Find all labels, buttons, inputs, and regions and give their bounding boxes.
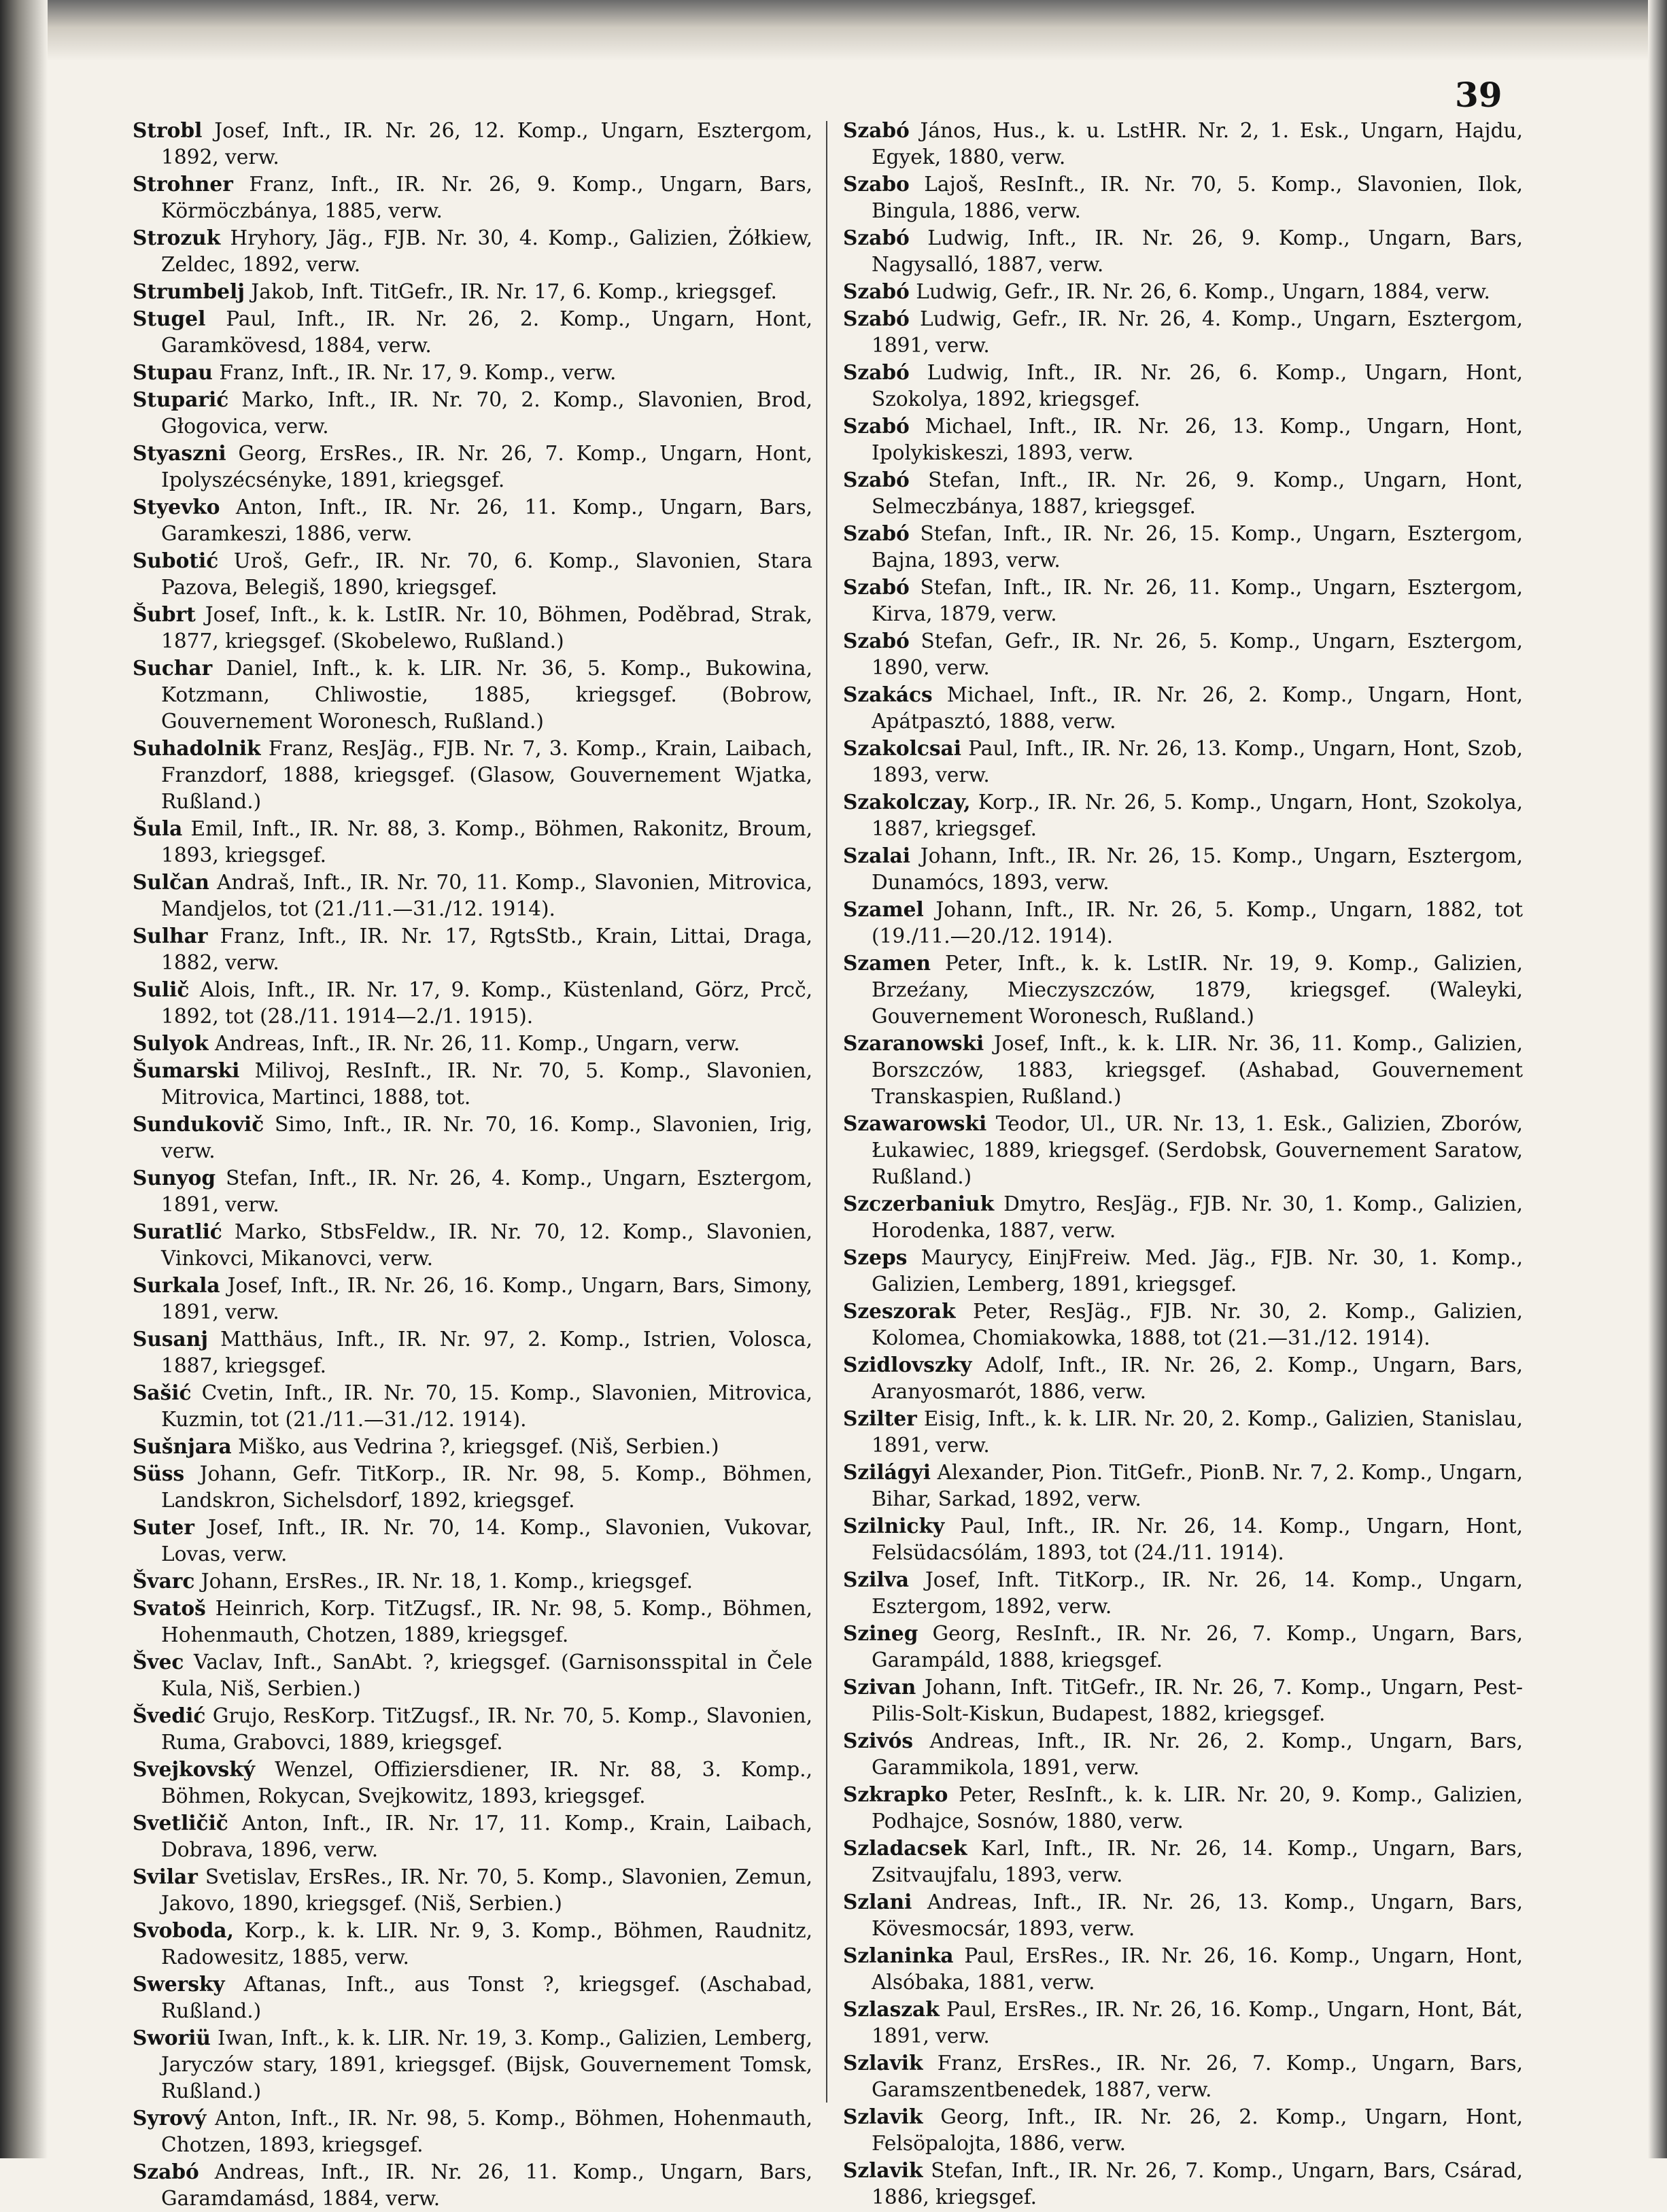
entry-details: Franz, ErsRes., IR. Nr. 26, 7. Komp., Ungarn, Bars, Garamszentbenedek, 1887, verw. <box>872 2052 1523 2101</box>
entry-details: Miško, aus Vedrina ?, kriegsgef. (Niš, Serbien.) <box>238 1435 719 1458</box>
list-item <box>133 2024 812 2105</box>
list-item <box>133 1460 812 1514</box>
list-item <box>843 735 1523 789</box>
list-item <box>843 574 1523 627</box>
entry-surname: Šumarski <box>133 1058 240 1082</box>
entry-surname: Sulyok <box>133 1031 209 1055</box>
list-item <box>133 278 812 305</box>
entry-surname: Szlaszak <box>843 1997 940 2021</box>
entry-details: Aftanas, Inft., aus Tonst ?, kriegsgef. (Aschabad, Rußland.) <box>161 1973 812 2022</box>
entry-details: Korp., IR. Nr. 26, 5. Komp., Ungarn, Hont, Szokolya, 1887, kriegsgef. <box>872 791 1523 840</box>
entry-details: Andraš, Inft., IR. Nr. 70, 11. Komp., Slavonien, Mitrovica, Mandjelos, tot (21./11.—31./12. 1914). <box>161 871 812 920</box>
list-item <box>843 466 1523 520</box>
entry-details: Simo, Inft., IR. Nr. 70, 16. Komp., Slavonien, Irig, verw. <box>161 1113 812 1162</box>
entry-surname: Svetličič <box>133 1811 228 1835</box>
entry-details: Marko, StbsFeldw., IR. Nr. 70, 12. Komp., Slavonien, Vinkovci, Mikanovci, verw. <box>161 1220 812 1270</box>
entry-details: Josef, Inft., IR. Nr. 26, 16. Komp., Ungarn, Bars, Simony, 1891, verw. <box>161 1274 812 1324</box>
list-item <box>133 1568 812 1595</box>
entry-details: Ludwig, Gefr., IR. Nr. 26, 4. Komp., Ungarn, Esztergom, 1891, verw. <box>872 307 1523 357</box>
list-item <box>843 1835 1523 1888</box>
entry-surname: Sundukovič <box>133 1112 264 1136</box>
list-item <box>843 1298 1523 1351</box>
list-item <box>843 789 1523 842</box>
list-item <box>843 950 1523 1030</box>
entry-surname: Sulhar <box>133 924 208 948</box>
entry-details: Georg, ErsRes., IR. Nr. 26, 7. Komp., Ungarn, Hont, Ipolyszécsényke, 1891, kriegsgef. <box>161 442 812 491</box>
entry-surname: Szlavik <box>843 2051 923 2075</box>
list-item <box>133 117 812 171</box>
list-item <box>133 171 812 224</box>
page-number: 39 <box>1455 75 1502 115</box>
list-item <box>843 681 1523 735</box>
list-item <box>133 922 812 976</box>
entry-surname: Svilar <box>133 1865 198 1888</box>
scan-left-shadow <box>0 0 48 2158</box>
list-item <box>843 1942 1523 1996</box>
entry-surname: Šubrt <box>133 602 196 626</box>
list-item <box>133 1863 812 1917</box>
entry-surname: Švec <box>133 1650 184 1674</box>
entry-details: Johann, Inft., IR. Nr. 26, 15. Komp., Ungarn, Esztergom, Dunamócs, 1893, verw. <box>872 844 1523 894</box>
entry-details: Korp., k. k. LIR. Nr. 9, 3. Komp., Böhmen, Raudnitz, Radowesitz, 1885, verw. <box>161 1919 812 1969</box>
entry-details: Maurycy, EinjFreiw. Med. Jäg., FJB. Nr. 30, 1. Komp., Galizien, Lemberg, 1891, kriegsgef. <box>872 1246 1523 1296</box>
list-item <box>133 1218 812 1272</box>
entry-details: Johann, Inft. TitGefr., IR. Nr. 26, 7. Komp., Ungarn, Pest-Pilis-Solt-Kiskun, Budapest, 1882, kriegsgef. <box>872 1676 1523 1725</box>
entry-surname: Szlani <box>843 1890 912 1914</box>
entry-details: Josef, Inft., k. k. LstIR. Nr. 10, Böhmen, Poděbrad, Strak, 1877, kriegsgef. (Skobelewo, Rußland.) <box>161 603 812 653</box>
entry-details: Georg, Inft., IR. Nr. 26, 2. Komp., Ungarn, Hont, Felsöpalojta, 1886, verw. <box>872 2105 1523 2155</box>
entry-details: Anton, Inft., IR. Nr. 17, 11. Komp., Krain, Laibach, Dobrava, 1896, verw. <box>161 1812 812 1861</box>
list-item <box>843 2157 1523 2211</box>
entry-surname: Subotić <box>133 549 219 572</box>
entry-details: Andreas, Inft., IR. Nr. 26, 2. Komp., Ungarn, Bars, Garammikola, 1891, verw. <box>872 1729 1523 1779</box>
entry-surname: Suhadolnik <box>133 736 261 760</box>
entry-surname: Styaszni <box>133 441 226 465</box>
entry-surname: Szabó <box>843 118 910 142</box>
list-item <box>843 1405 1523 1459</box>
entry-details: Franz, Inft., IR. Nr. 17, RgtsStb., Krain, Littai, Draga, 1882, verw. <box>161 924 812 974</box>
list-item <box>133 1030 812 1057</box>
entry-details: Heinrich, Korp. TitZugsf., IR. Nr. 98, 5. Komp., Böhmen, Hohenmauth, Chotzen, 1889, kriegsgef. <box>161 1597 812 1646</box>
list-item <box>843 117 1523 171</box>
list-item <box>133 386 812 440</box>
list-item <box>133 869 812 922</box>
entry-details: Uroš, Gefr., IR. Nr. 70, 6. Komp., Slavonien, Stara Pazova, Belegiš, 1890, kriegsgef. <box>161 549 812 599</box>
entry-details: Adolf, Inft., IR. Nr. 26, 2. Komp., Ungarn, Bars, Aranyosmarót, 1886, verw. <box>872 1353 1523 1403</box>
right-column <box>843 117 1523 2211</box>
entry-details: Stefan, Gefr., IR. Nr. 26, 5. Komp., Ungarn, Esztergom, 1890, verw. <box>872 629 1523 679</box>
entry-details: Franz, Inft., IR. Nr. 17, 9. Komp., verw. <box>219 361 617 384</box>
entry-details: János, Hus., k. u. LstHR. Nr. 2, 1. Esk., Ungarn, Hajdu, Egyek, 1880, verw. <box>872 119 1523 169</box>
entry-details: Grujo, ResKorp. TitZugsf., IR. Nr. 70, 5. Komp., Slavonien, Ruma, Grabovci, 1889, kriegsgef. <box>161 1704 812 1754</box>
list-item <box>843 171 1523 224</box>
entry-details: Paul, Inft., IR. Nr. 26, 13. Komp., Ungarn, Hont, Szob, 1893, verw. <box>872 737 1523 787</box>
entry-surname: Süss <box>133 1462 185 1485</box>
entry-surname: Sušnjara <box>133 1434 232 1458</box>
entry-details: Josef, Inft., IR. Nr. 26, 12. Komp., Ungarn, Esztergom, 1892, verw. <box>161 119 812 169</box>
entry-details: Teodor, Ul., UR. Nr. 13, 1. Esk., Galizien, Zborów, Łukawiec, 1889, kriegsgef. (Serdobsk, Gouvernement Saratow, Rußland.) <box>872 1112 1523 1188</box>
list-item <box>843 305 1523 359</box>
entry-details: Hryhory, Jäg., FJB. Nr. 30, 4. Komp., Galizien, Żółkiew, Zeldec, 1892, verw. <box>161 226 812 276</box>
list-item <box>843 627 1523 681</box>
entry-surname: Szamen <box>843 951 931 975</box>
list-item <box>843 1351 1523 1405</box>
list-item <box>133 440 812 494</box>
list-item <box>133 359 812 386</box>
entry-surname: Szabó <box>843 521 910 545</box>
entry-details: Franz, Inft., IR. Nr. 26, 9. Komp., Ungarn, Bars, Körmöczbánya, 1885, verw. <box>161 173 812 222</box>
list-item <box>843 1727 1523 1781</box>
entry-details: Josef, Inft. TitKorp., IR. Nr. 26, 14. Komp., Ungarn, Esztergom, 1892, verw. <box>872 1568 1523 1618</box>
entry-surname: Szczerbaniuk <box>843 1192 995 1215</box>
list-item <box>133 815 812 869</box>
entry-surname: Szakolcsai <box>843 736 961 760</box>
entry-surname: Szlavik <box>843 2158 923 2182</box>
entry-surname: Suratlić <box>133 1220 222 1243</box>
entry-surname: Szabó <box>843 226 910 249</box>
list-item <box>843 278 1523 305</box>
entry-surname: Stupau <box>133 360 213 384</box>
entry-surname: Sulčan <box>133 870 209 894</box>
entry-details: Wenzel, Offiziersdiener, IR. Nr. 88, 3. Komp., Böhmen, Rokycan, Svejkowitz, 1893, kriegsgef. <box>161 1758 812 1808</box>
entry-details: Vaclav, Inft., SanAbt. ?, kriegsgef. (Garnisonsspital in Čele Kula, Niš, Serbien.) <box>161 1651 812 1700</box>
list-item <box>843 1888 1523 1942</box>
entry-surname: Styevko <box>133 495 220 519</box>
entry-surname: Szlaninka <box>843 1943 954 1967</box>
list-item <box>133 1648 812 1702</box>
entry-details: Stefan, Inft., IR. Nr. 26, 11. Komp., Ungarn, Esztergom, Kirva, 1879, verw. <box>872 576 1523 625</box>
list-item <box>133 601 812 655</box>
entry-details: Andreas, Inft., IR. Nr. 26, 11. Komp., Ungarn, verw. <box>215 1032 740 1055</box>
entry-surname: Suter <box>133 1515 194 1539</box>
list-item <box>133 1756 812 1810</box>
entry-details: Anton, Inft., IR. Nr. 98, 5. Komp., Böhmen, Hohenmauth, Chotzen, 1893, kriegsgef. <box>161 2107 812 2156</box>
list-item <box>133 547 812 601</box>
left-column <box>133 117 812 2212</box>
entry-surname: Susanj <box>133 1327 208 1351</box>
entry-details: Jakob, Inft. TitGefr., IR. Nr. 17, 6. Komp., kriegsgef. <box>251 280 777 303</box>
entry-surname: Szakács <box>843 682 933 706</box>
entry-surname: Strobl <box>133 118 203 142</box>
entry-surname: Szabó <box>843 414 910 438</box>
entry-surname: Sworiü <box>133 2026 211 2050</box>
entry-surname: Szakolczay, <box>843 790 971 814</box>
entry-surname: Szawarowski <box>843 1111 987 1135</box>
list-item <box>843 359 1523 413</box>
list-item <box>843 520 1523 574</box>
entry-surname: Suchar <box>133 656 213 680</box>
entry-surname: Strohner <box>133 172 233 196</box>
list-item <box>843 224 1523 278</box>
entry-details: Daniel, Inft., k. k. LIR. Nr. 36, 5. Komp., Bukowina, Kotzmann, Chliwostie, 1885, kriegsgef. (Bobrow, Gouvernement Woronesch, Rußland.) <box>161 657 812 733</box>
entry-surname: Strozuk <box>133 226 221 249</box>
list-item <box>843 1244 1523 1298</box>
list-item <box>133 1702 812 1756</box>
entry-details: Stefan, Inft., IR. Nr. 26, 7. Komp., Ungarn, Bars, Csárad, 1886, kriegsgef. <box>872 2159 1523 2209</box>
entry-surname: Szineg <box>843 1621 918 1645</box>
entry-surname: Swersky <box>133 1972 225 1996</box>
entry-details: Karl, Inft., IR. Nr. 26, 14. Komp., Ungarn, Bars, Zsitvaujfalu, 1893, verw. <box>872 1837 1523 1886</box>
list-item <box>843 842 1523 896</box>
list-item <box>843 1781 1523 1835</box>
entry-details: Stefan, Inft., IR. Nr. 26, 9. Komp., Ungarn, Hont, Selmeczbánya, 1887, kriegsgef. <box>872 468 1523 518</box>
entry-surname: Svejkovský <box>133 1757 255 1781</box>
entry-surname: Szeps <box>843 1245 908 1269</box>
entry-surname: Szkrapko <box>843 1782 948 1806</box>
entry-details: Stefan, Inft., IR. Nr. 26, 4. Komp., Ungarn, Esztergom, 1891, verw. <box>161 1167 812 1216</box>
entry-details: Matthäus, Inft., IR. Nr. 97, 2. Komp., Istrien, Volosca, 1887, kriegsgef. <box>161 1328 812 1377</box>
entry-details: Josef, Inft., k. k. LIR. Nr. 36, 11. Komp., Galizien, Borszczów, 1883, kriegsgef. (Ashabad, Gouvernement Transkaspien, Rußland.) <box>872 1032 1523 1108</box>
entry-surname: Szivan <box>843 1675 916 1699</box>
list-item <box>133 224 812 278</box>
entry-surname: Szivós <box>843 1729 914 1752</box>
entry-details: Eisig, Inft., k. k. LIR. Nr. 20, 2. Komp., Galizien, Stanislau, 1891, verw. <box>872 1407 1523 1457</box>
list-item <box>133 1917 812 1971</box>
entry-surname: Szabó <box>843 629 910 653</box>
list-item <box>843 1566 1523 1620</box>
entry-details: Michael, Inft., IR. Nr. 26, 2. Komp., Ungarn, Hont, Apátpasztó, 1888, verw. <box>872 683 1523 733</box>
entry-surname: Szilter <box>843 1406 917 1430</box>
scan-right-shadow <box>1648 0 1667 2158</box>
list-item <box>133 305 812 359</box>
list-item <box>133 976 812 1030</box>
entry-surname: Szabó <box>843 575 910 599</box>
column-divider <box>826 121 827 2103</box>
entry-details: Andreas, Inft., IR. Nr. 26, 11. Komp., Ungarn, Bars, Garamdamásd, 1884, verw. <box>161 2160 812 2210</box>
entry-details: Dmytro, ResJäg., FJB. Nr. 30, 1. Komp., Galizien, Horodenka, 1887, verw. <box>872 1192 1523 1242</box>
entry-surname: Szilnicky <box>843 1514 945 1538</box>
entry-details: Ludwig, Inft., IR. Nr. 26, 9. Komp., Ungarn, Bars, Nagysalló, 1887, verw. <box>872 226 1523 276</box>
list-item <box>133 1164 812 1218</box>
entry-surname: Sašić <box>133 1381 192 1404</box>
entry-details: Josef, Inft., IR. Nr. 70, 14. Komp., Slavonien, Vukovar, Lovas, verw. <box>161 1516 812 1566</box>
entry-details: Paul, ErsRes., IR. Nr. 26, 16. Komp., Ungarn, Hont, Bát, 1891, verw. <box>872 1998 1523 2047</box>
list-item <box>133 2158 812 2212</box>
list-item <box>133 1272 812 1326</box>
entry-details: Lajoš, ResInft., IR. Nr. 70, 5. Komp., Slavonien, Ilok, Bingula, 1886, verw. <box>872 173 1523 222</box>
list-item <box>843 1674 1523 1727</box>
entry-surname: Šula <box>133 816 183 840</box>
entry-surname: Szamel <box>843 897 924 921</box>
list-item <box>133 1433 812 1460</box>
list-item <box>133 1057 812 1111</box>
entry-details: Georg, ResInft., IR. Nr. 26, 7. Komp., Ungarn, Bars, Garampáld, 1888, kriegsgef. <box>872 1622 1523 1672</box>
list-item <box>133 735 812 815</box>
entry-details: Alois, Inft., IR. Nr. 17, 9. Komp., Küstenland, Görz, Prcč, 1892, tot (28./11. 1914—2./1. 1915). <box>161 978 812 1028</box>
list-item <box>843 2103 1523 2157</box>
entry-surname: Szabó <box>133 2160 199 2183</box>
entry-details: Johann, Inft., IR. Nr. 26, 5. Komp., Ungarn, 1882, tot (19./11.—20./12. 1914). <box>872 898 1523 948</box>
entry-surname: Szabó <box>843 468 910 491</box>
entry-surname: Szidlovszky <box>843 1353 972 1377</box>
list-item <box>843 413 1523 466</box>
entry-details: Paul, Inft., IR. Nr. 26, 2. Komp., Ungarn, Hont, Garamkövesd, 1884, verw. <box>161 307 812 357</box>
entry-surname: Szilágyi <box>843 1460 931 1484</box>
entry-details: Milivoj, ResInft., IR. Nr. 70, 5. Komp., Slavonien, Mitrovica, Martinci, 1888, tot. <box>161 1059 812 1109</box>
entry-details: Johann, ErsRes., IR. Nr. 18, 1. Komp., kriegsgef. <box>201 1570 693 1593</box>
list-item <box>843 1513 1523 1566</box>
entry-surname: Syrový <box>133 2106 207 2130</box>
entry-surname: Stugel <box>133 307 206 330</box>
entry-surname: Szabó <box>843 307 910 330</box>
list-item <box>843 1030 1523 1110</box>
entry-surname: Szlavik <box>843 2105 923 2128</box>
entry-surname: Švarc <box>133 1569 195 1593</box>
entry-surname: Szeszorak <box>843 1299 956 1323</box>
list-item <box>843 1110 1523 1190</box>
entry-surname: Svatoš <box>133 1596 206 1620</box>
entry-details: Cvetin, Inft., IR. Nr. 70, 15. Komp., Slavonien, Mitrovica, Kuzmin, tot (21./11.—31./12. 1914). <box>161 1381 812 1431</box>
entry-details: Emil, Inft., IR. Nr. 88, 3. Komp., Böhmen, Rakonitz, Broum, 1893, kriegsgef. <box>161 817 812 867</box>
list-item <box>843 1190 1523 1244</box>
list-item <box>133 1971 812 2024</box>
list-item <box>133 1326 812 1379</box>
entry-surname: Svoboda, <box>133 1918 234 1942</box>
entry-surname: Švedić <box>133 1704 206 1727</box>
entry-details: Paul, ErsRes., IR. Nr. 26, 16. Komp., Ungarn, Hont, Alsóbaka, 1881, verw. <box>872 1944 1523 1994</box>
entry-details: Franz, ResJäg., FJB. Nr. 7, 3. Komp., Krain, Laibach, Franzdorf, 1888, kriegsgef. (Glasow, Gouvernement Wjatka, Rußland.) <box>161 737 812 813</box>
entry-details: Peter, ResJäg., FJB. Nr. 30, 2. Komp., Galizien, Kolomea, Chomiakowka, 1888, tot (21.—31./12. 1914). <box>872 1300 1523 1349</box>
list-item <box>133 655 812 735</box>
entry-details: Ludwig, Inft., IR. Nr. 26, 6. Komp., Ungarn, Hont, Szokolya, 1892, kriegsgef. <box>872 361 1523 411</box>
list-item <box>843 1996 1523 2050</box>
entry-surname: Szilva <box>843 1568 910 1591</box>
list-item <box>133 494 812 547</box>
entry-surname: Szabó <box>843 360 910 384</box>
list-item <box>133 2105 812 2158</box>
entry-details: Anton, Inft., IR. Nr. 26, 11. Komp., Ungarn, Bars, Garamkeszi, 1886, verw. <box>161 496 812 545</box>
entry-surname: Strumbelj <box>133 279 245 303</box>
entry-details: Paul, Inft., IR. Nr. 26, 14. Komp., Ungarn, Hont, Felsüdacsólám, 1893, tot (24./11. 1914). <box>872 1515 1523 1564</box>
entry-details: Michael, Inft., IR. Nr. 26, 13. Komp., Ungarn, Hont, Ipolykiskeszi, 1893, verw. <box>872 415 1523 464</box>
entry-details: Marko, Inft., IR. Nr. 70, 2. Komp., Slavonien, Brod, Głogovica, verw. <box>161 388 812 438</box>
entry-surname: Stuparić <box>133 387 229 411</box>
entry-details: Iwan, Inft., k. k. LIR. Nr. 19, 3. Komp., Galizien, Lemberg, Jaryczów stary, 1891, kriegsgef. (Bijsk, Gouvernement Tomsk, Rußland.) <box>161 2026 812 2103</box>
entry-surname: Szabo <box>843 172 910 196</box>
list-item <box>133 1379 812 1433</box>
list-item <box>133 1514 812 1568</box>
entry-details: Peter, ResInft., k. k. LIR. Nr. 20, 9. Komp., Galizien, Podhajce, Sosnów, 1880, verw. <box>872 1783 1523 1833</box>
entry-surname: Szabó <box>843 279 910 303</box>
entry-details: Ludwig, Gefr., IR. Nr. 26, 6. Komp., Ungarn, 1884, verw. <box>916 280 1490 303</box>
entry-details: Stefan, Inft., IR. Nr. 26, 15. Komp., Ungarn, Esztergom, Bajna, 1893, verw. <box>872 522 1523 572</box>
list-item <box>843 896 1523 950</box>
scan-top-shadow <box>0 0 1667 61</box>
entry-surname: Szalai <box>843 844 911 867</box>
list-item <box>843 1620 1523 1674</box>
entry-surname: Sulič <box>133 978 190 1001</box>
list-item <box>133 1810 812 1863</box>
entry-details: Johann, Gefr. TitKorp., IR. Nr. 98, 5. Komp., Böhmen, Landskron, Sichelsdorf, 1892, kriegsgef. <box>161 1462 812 1512</box>
entry-details: Svetislav, ErsRes., IR. Nr. 70, 5. Komp., Slavonien, Zemun, Jakovo, 1890, kriegsgef. (Niš, Serbien.) <box>161 1865 812 1915</box>
entry-details: Peter, Inft., k. k. LstIR. Nr. 19, 9. Komp., Galizien, Brzeźany, Mieczyszczów, 1879, kriegsgef. (Waleyki, Gouvernement Woronesch, Rußland.) <box>872 952 1523 1028</box>
list-item <box>133 1595 812 1648</box>
entry-details: Alexander, Pion. TitGefr., PionB. Nr. 7, 2. Komp., Ungarn, Bihar, Sarkad, 1892, verw. <box>872 1461 1523 1510</box>
entry-details: Andreas, Inft., IR. Nr. 26, 13. Komp., Ungarn, Bars, Kövesmocsár, 1893, verw. <box>872 1890 1523 1940</box>
list-item <box>843 2050 1523 2103</box>
entry-surname: Szaranowski <box>843 1031 984 1055</box>
list-item <box>133 1111 812 1164</box>
entry-surname: Szladacsek <box>843 1836 967 1860</box>
entry-surname: Sunyog <box>133 1166 216 1190</box>
list-item <box>843 1459 1523 1513</box>
entry-surname: Surkala <box>133 1273 220 1297</box>
